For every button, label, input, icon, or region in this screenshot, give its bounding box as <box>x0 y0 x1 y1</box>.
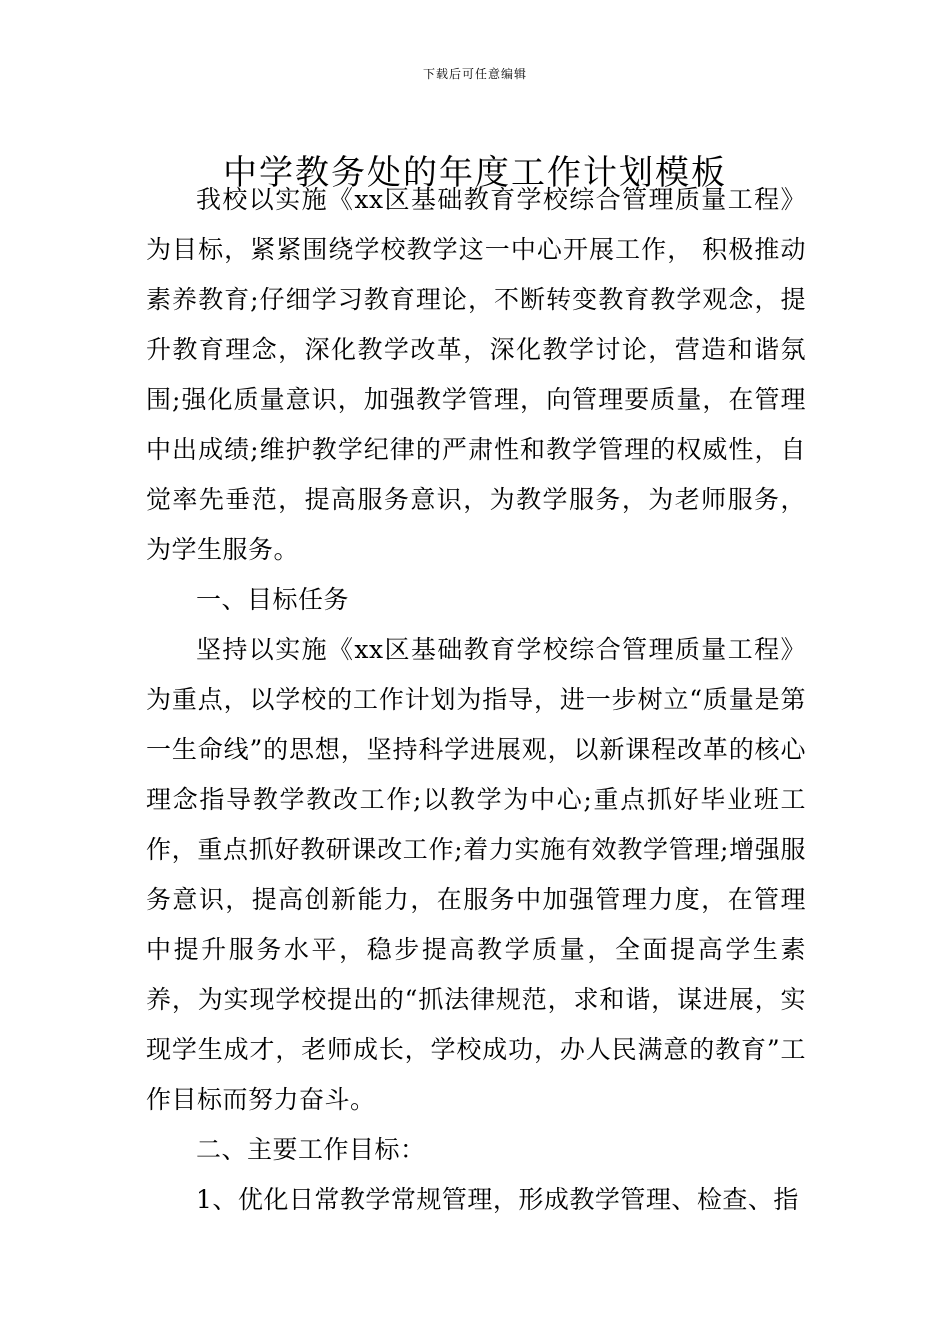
document-title: 中学教务处的年度工作计划模板 <box>223 152 727 193</box>
intro-paragraph: 我校以实施《xx区基础教育学校综合管理质量工程》为目标，紧紧围绕学校教学这一中心开展工作， 积极推动素养教育;仔细学习教育理论，不断转变教育教学观念，提升教育理念，深化教学改革，深化教学讨论，营造和谐氛围;强化质量意识，加强教学管理，向管理要质量，在管理中出成绩;维护教学纪律的严肃性和教学管理的权威性，自觉率先垂范，提高服务意识，为教学服务，为老师服务，为学生服务。 <box>146 185 806 564</box>
section-heading-main-targets: 二、主要工作目标： <box>196 1135 426 1164</box>
section-heading-goals: 一、目标任务 <box>196 585 350 614</box>
header-note: 下载后可任意编辑 <box>422 67 527 81</box>
list-item-1: 1、优化日常教学常规管理，形成教学管理、检查、指 <box>196 1185 799 1214</box>
document-body <box>146 175 806 1225</box>
section-body-goals: 坚持以实施《xx区基础教育学校综合管理质量工程》为重点，以学校的工作计划为指导，进一步树立“质量是第一生命线”的思想，坚持科学进展观，以新课程改革的核心理念指导教学教改工作;以教学为中心;重点抓好毕业班工作，重点抓好教研课改工作;着力实施有效教学管理;增强服务意识，提高创新能力，在服务中加强管理力度，在管理中提升服务水平，稳步提高教学质量，全面提高学生素养，为实现学校提出的“抓法律规范，求和谐，谋进展，实现学生成才，老师成长，学校成功，办人民满意的教育”工作目标而努力奋斗。 <box>146 635 806 1114</box>
